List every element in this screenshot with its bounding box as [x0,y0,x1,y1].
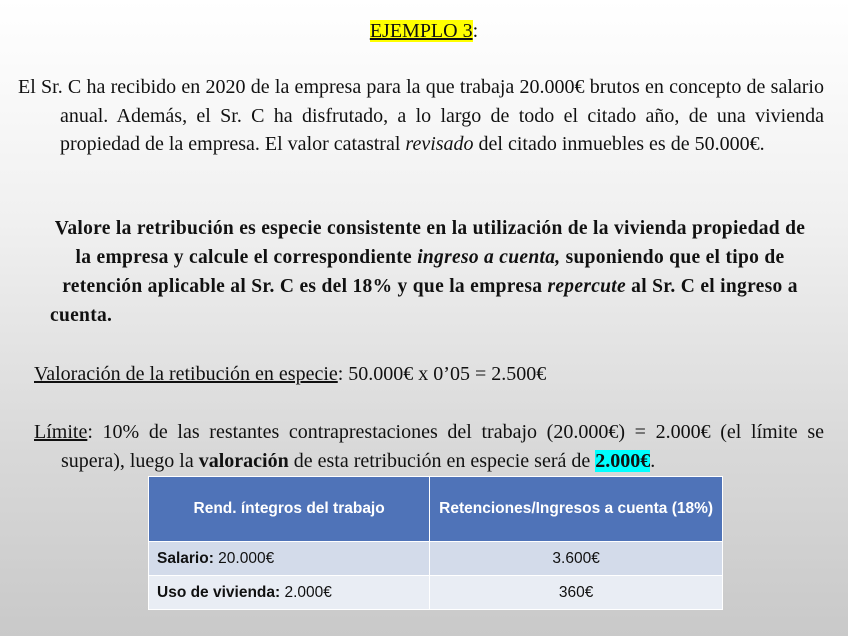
header-rendimientos: Rend. íntegros del trabajo [149,477,430,542]
row-retention: 360€ [430,576,723,610]
statement-text-b: del citado inmuebles es de 50.000€. [473,133,765,155]
row-value: 2.000€ [280,583,332,601]
row-label: Salario: [157,549,214,567]
task-italic-a: ingreso a cuenta, [417,247,561,268]
valuation-text: : 50.000€ x 0’05 = 2.500€ [337,363,547,385]
header-retenciones: Retenciones/Ingresos a cuenta (18%) [430,477,723,542]
limit-paragraph [34,418,824,475]
limit-label: Límite [34,421,88,443]
statement-italic: revisado [405,133,474,155]
retention-table [148,476,723,610]
row-label: Uso de vivienda: [157,583,281,601]
statement-text-a: El Sr. C ha recibido en 2020 de la empresa para la que trabaja 20.000€ brutos en concepto de salario anual. Además, el Sr. C ha disfrutado, a lo largo de todo el citado año, de una vivienda propiedad de la empresa. El valor catastral [18,76,824,155]
task-italic-b: repercute [547,276,626,297]
title-highlight: EJEMPLO 3 [369,20,473,42]
limit-text-c: . [650,449,656,472]
slide-title [0,18,848,44]
task-instruction [50,214,810,330]
row-value: 20.000€ [213,549,275,567]
table-row [149,542,723,576]
limit-amount-highlight: 2.000€ [595,449,651,472]
task-text-c: al Sr. C el ingreso a cuenta. [50,276,798,326]
table-header-row [149,477,723,542]
limit-bold: valoración [198,449,289,472]
limit-text-a: : 10% de las restantes contraprestaciones del trabajo (20.000€) = 2.000€ (el límite se supera), luego la [61,421,824,472]
table-row [149,576,723,610]
row-retention: 3.600€ [430,542,723,576]
task-text-a: Valore la retribución es especie consistente en la utilización de la vivienda propiedad de la empresa y calcule el correspondiente [54,218,806,268]
title-suffix: : [472,20,479,42]
row-salary-cell [149,542,430,576]
valuation-line [34,360,824,389]
valuation-label: Valoración de la retibución en especie [34,363,338,385]
task-text-b: suponiendo que el tipo de retención aplicable al Sr. C es del 18% y que la empresa [62,247,785,297]
limit-text-b: de esta retribución en especie será de [288,449,596,472]
row-housing-cell [149,576,430,610]
problem-statement [18,73,824,159]
